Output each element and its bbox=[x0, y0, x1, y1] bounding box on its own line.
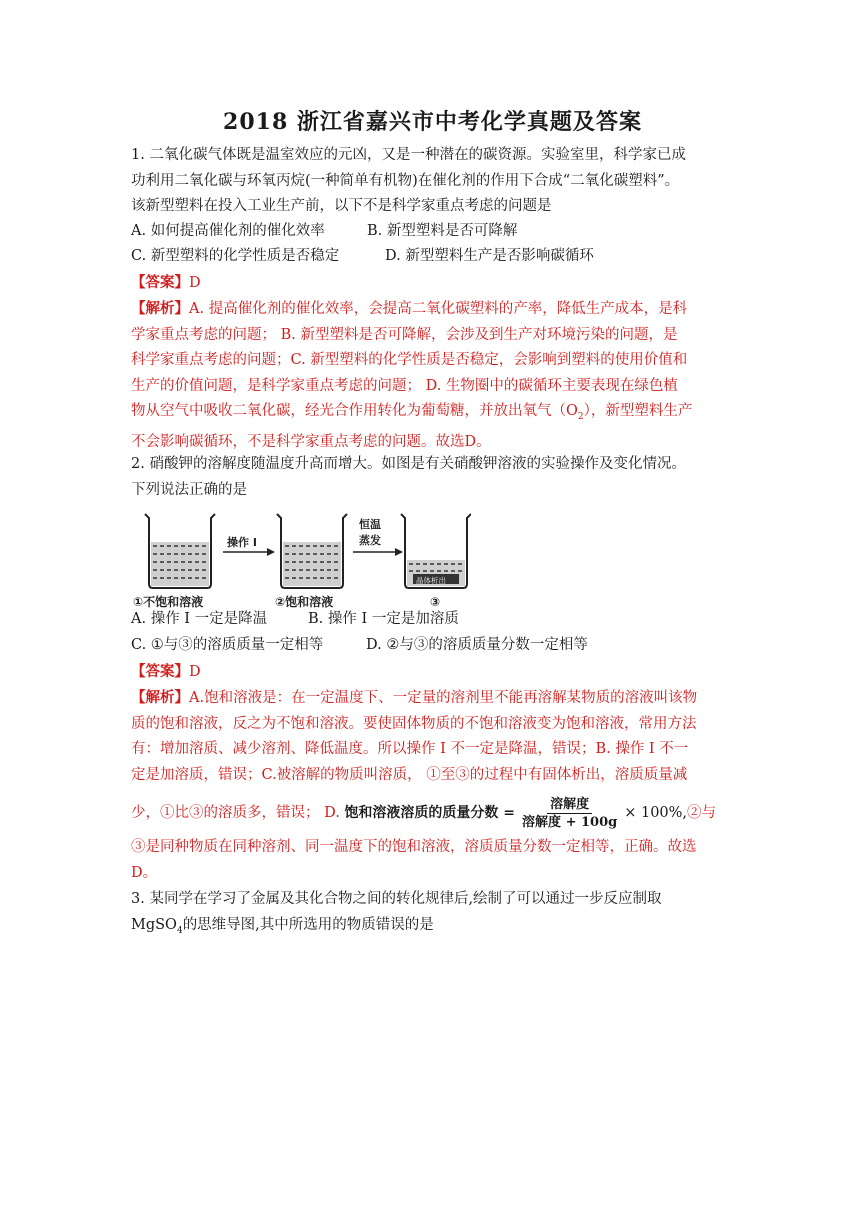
crystal-label: 晶体析出 bbox=[416, 576, 446, 585]
answer-value: D bbox=[189, 664, 201, 680]
analysis-line: A. 提高催化剂的催化效率，会提高二氧化碳塑料的产率，降低生产成本，是科 bbox=[189, 301, 688, 317]
formula-denominator: 溶解度 + 100g bbox=[522, 814, 618, 830]
analysis-line: 质的饱和溶液，反之为不饱和溶液。要使固体物质的不饱和溶液变为饱和溶液，常用方法 bbox=[131, 715, 697, 732]
answer-tag: 【答案】 bbox=[131, 663, 189, 680]
stem-line: 2. 硝酸钾的溶解度随温度升高而增大。如图是有关硝酸钾溶液的实验操作及变化情况。 bbox=[131, 456, 686, 472]
question-2-stem bbox=[131, 452, 737, 503]
arrow-1-label: 操作 I bbox=[227, 536, 257, 549]
formula-lhs: 饱和溶液溶质的质量分数 = bbox=[344, 805, 516, 821]
analysis-line: D。 bbox=[131, 864, 158, 881]
q2-analysis-formula-line bbox=[131, 795, 737, 831]
analysis-line: ），新型塑料生产 bbox=[583, 403, 693, 419]
beaker-3-label: ③ bbox=[430, 595, 441, 609]
subscript: 2 bbox=[577, 411, 584, 422]
answer-value: D bbox=[189, 275, 201, 291]
answer-tag: 【答案】 bbox=[131, 274, 189, 291]
analysis-tag: 【解析】 bbox=[131, 689, 189, 706]
beaker-2 bbox=[277, 514, 347, 588]
q2-option-a: A. 操作 I 一定是降温 bbox=[131, 611, 268, 627]
beaker-2-label: ②饱和溶液 bbox=[275, 595, 334, 609]
page-title: 2018 浙江省嘉兴市中考化学真题及答案 bbox=[223, 109, 642, 135]
stem-line: 的思维导图,其中所选用的物质错误的是 bbox=[182, 916, 434, 933]
formula-rhs: × 100%, bbox=[624, 805, 688, 821]
analysis-line: 有：增加溶质、减少溶剂、降低温度。所以操作 I 不一定是降温，错误；B. 操作 I 不一 bbox=[131, 741, 689, 757]
arrow-2-label-2: 蒸发 bbox=[359, 534, 381, 547]
formula-numerator: 溶解度 bbox=[547, 796, 592, 814]
analysis-line: 生产的价值问题，是科学家重点考虑的问题； D. 生物圈中的碳循环主要表现在绿色植 bbox=[131, 377, 678, 394]
beaker-3 bbox=[401, 514, 471, 588]
analysis-line: 科学家重点考虑的问题；C. 新型塑料的化学性质是否稳定，会影响到塑料的使用价值和 bbox=[131, 352, 688, 368]
q1-option-d: D. 新型塑料生产是否影响碳循环 bbox=[385, 248, 594, 264]
analysis-line: 学家重点考虑的问题； B. 新型塑料是否可降解，会涉及到生产对环境污染的问题，是 bbox=[131, 326, 678, 343]
q1-analysis bbox=[131, 296, 737, 456]
stem-line: 功利用二氧化碳与环氧丙烷(一种简单有机物)在催化剂的作用下合成“二氧化碳塑料”。 bbox=[131, 172, 680, 189]
arrow-2-label-1: 恒温 bbox=[359, 518, 381, 531]
analysis-line: 物从空气中吸收二氧化碳，经光合作用转化为葡萄糖，并放出氧气（O bbox=[131, 403, 578, 419]
analysis-line: ③是同种物质在同种溶剂、同一温度下的饱和溶液，溶质质量分数一定相等，正确。故选 bbox=[131, 839, 697, 855]
analysis-line: 不会影响碳循环，不是科学家重点考虑的问题。故选D。 bbox=[131, 434, 491, 451]
stem-line: MgSO bbox=[131, 916, 177, 933]
q2-answer bbox=[131, 659, 737, 686]
formula-fraction bbox=[519, 796, 620, 831]
analysis-line: 少，①比③的溶质多，错误； D. bbox=[131, 805, 345, 821]
q2-option-c: C. ①与③的溶质质量一定相等 bbox=[131, 637, 324, 653]
question-3-stem bbox=[131, 887, 737, 944]
stem-line: 下列说法正确的是 bbox=[131, 481, 247, 498]
arrow-2 bbox=[353, 517, 403, 556]
analysis-line: A.饱和溶液是：在一定温度下、一定量的溶剂里不能再溶解某物质的溶液叫该物 bbox=[189, 690, 698, 706]
q1-option-a: A. 如何提高催化剂的催化效率 bbox=[131, 223, 325, 239]
arrow-1 bbox=[223, 535, 275, 556]
q2-analysis-part-2 bbox=[131, 835, 737, 886]
analysis-line: ②与 bbox=[687, 805, 717, 821]
q1-answer bbox=[131, 270, 737, 297]
subscript: 4 bbox=[176, 925, 183, 936]
q2-option-d: D. ②与③的溶质质量分数一定相等 bbox=[366, 637, 588, 653]
q1-option-b: B. 新型塑料是否可降解 bbox=[367, 223, 518, 239]
beaker-diagram bbox=[131, 508, 471, 613]
stem-line: 1. 二氧化碳气体既是温室效应的元凶，又是一种潜在的碳资源。实验室里，科学家已成 bbox=[131, 147, 686, 163]
stem-line: 该新型塑料在投入工业生产前，以下不是科学家重点考虑的问题是 bbox=[131, 198, 552, 214]
stem-line: 3. 某同学在学习了金属及其化合物之间的转化规律后,绘制了可以通过一步反应制取 bbox=[131, 891, 662, 907]
beaker-1-label: ①不饱和溶液 bbox=[133, 595, 204, 609]
beaker-1 bbox=[145, 514, 215, 588]
analysis-line: 定是加溶质，错误；C.被溶解的物质叫溶质， ①至③的过程中有固体析出，溶质质量减 bbox=[131, 766, 688, 783]
q2-option-b: B. 操作 I 一定是加溶质 bbox=[308, 611, 459, 627]
question-1-stem bbox=[131, 143, 737, 220]
q1-option-c: C. 新型塑料的化学性质是否稳定 bbox=[131, 248, 340, 264]
q2-analysis-part-1 bbox=[131, 685, 737, 788]
analysis-tag: 【解析】 bbox=[131, 300, 189, 317]
